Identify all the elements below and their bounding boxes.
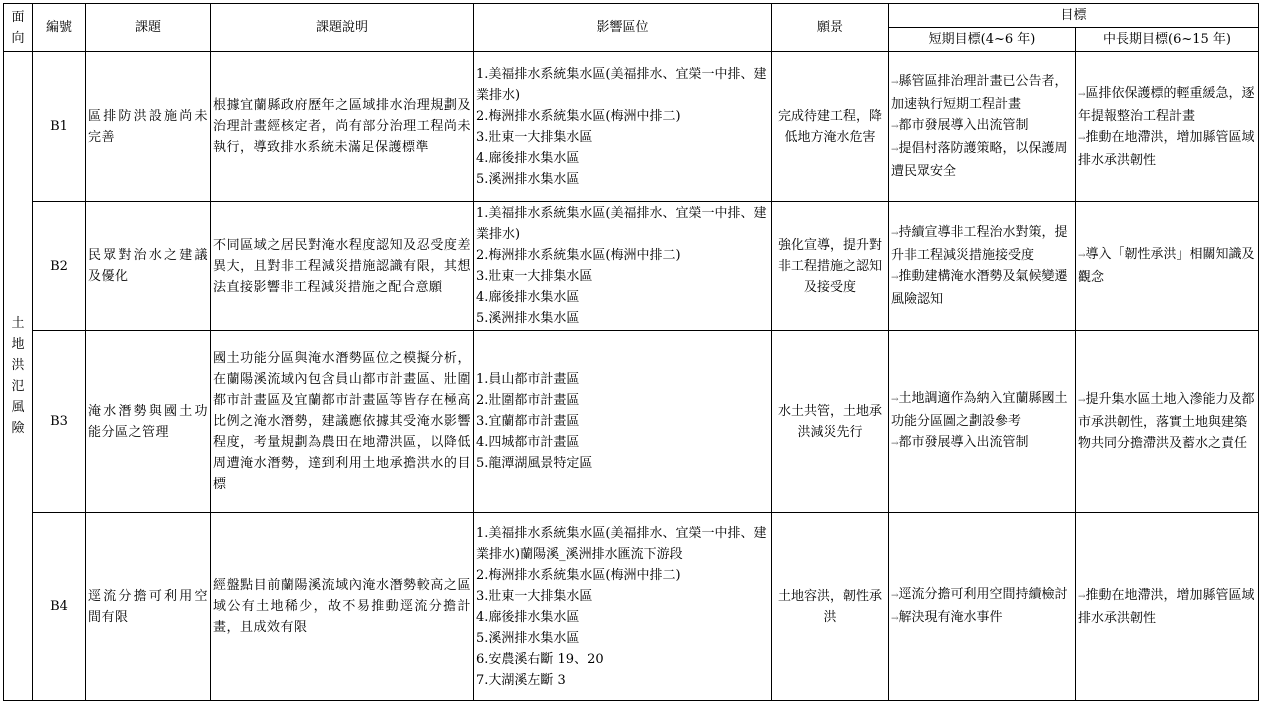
row-affected [474,513,772,701]
aspect-char: 險 [11,421,25,436]
arrow-icon: → [1078,396,1086,406]
row-code: B3 [33,331,86,513]
goal-text: 逕流分擔可利用空間持續檢討 [898,586,1068,602]
arrow-icon: → [891,395,899,405]
row-short-goals [889,202,1076,331]
affected-item: 4.廍後排水集水區 [476,290,580,305]
row-affected [474,202,772,331]
affected-item: 1.美福排水系統集水區(美福排水、宜榮一中排、建業排水) [476,206,767,242]
row-code: B2 [33,202,86,331]
table-row [4,513,1259,701]
aspect-char: 土 [11,316,25,331]
affected-item: 2.梅洲排水系統集水區(梅洲中排二) [476,248,681,263]
goal-text: 推動在地滯洪，增加縣管區域排水承洪韌性 [1078,129,1255,168]
row-code: B4 [33,513,86,701]
affected-item: 7.大湖溪左斷 3 [476,672,566,688]
arrow-icon: → [1078,591,1086,602]
goal-item [891,115,1073,138]
table-row [4,52,1259,202]
affected-item: 4.廍後排水集水區 [476,609,580,625]
affected-item: 1.美福排水系統集水區(美福排水、宜榮一中排、建業排水) [476,66,767,103]
table-row [4,331,1259,513]
row-vision: 土地容洪，韌性承洪 [772,513,889,701]
affected-item: 3.宜蘭都市計畫區 [476,414,580,429]
header-aspect-char: 面 [11,9,25,25]
goal-item [891,138,1073,182]
affected-item: 3.壯東一大排集水區 [476,588,593,604]
arrow-icon: → [1078,133,1086,144]
row-long-goals [1076,202,1259,331]
goal-item [891,266,1073,310]
header-long-term: 中長期目標(6~15 年) [1076,28,1259,52]
aspect-cell [4,52,33,701]
arrow-icon: → [891,122,899,132]
row-long-goals [1076,52,1259,202]
affected-item: 2.梅洲排水系統集水區(梅洲中排二) [476,108,681,124]
goal-text: 持續宣導非工程治水對策，提升非工程減災措施接受度 [891,225,1068,263]
goal-item [891,584,1073,607]
aspect-char: 氾 [11,379,25,394]
arrow-icon: → [891,590,899,601]
row-short-goals [889,52,1076,202]
row-description: 國土功能分區與淹水潛勢區位之模擬分析，在蘭陽溪流域內包含員山都市計畫區、壯圍都市計畫區及宜蘭都市計畫區等皆存在極高比例之淹水潛勢，建議應依據其受淹水影響程度，考量規劃為農田在地滯洪區，以降低周遭淹水潛勢，達到利用土地承擔洪水的目標 [211,331,474,513]
row-vision: 完成待建工程，降低地方淹水危害 [772,52,889,202]
affected-item: 3.壯東一大排集水區 [476,129,593,145]
header-short-term: 短期目標(4~6 年) [889,28,1076,52]
goal-text: 解決現有淹水事件 [898,609,1003,625]
goal-text: 推動建構淹水潛勢及氣候變遷風險認知 [891,269,1068,307]
goal-item [891,388,1073,432]
arrow-icon: → [1078,89,1086,100]
header-aspect-char: 向 [11,30,25,46]
arrow-icon: → [1078,251,1086,261]
table-row [4,202,1259,331]
row-description: 不同區域之居民對淹水程度認知及忍受度差異大，且對非工程減災措施認識有限，其想法直接影響非工程減災措施之配合意願 [211,202,474,331]
goal-item [891,71,1073,115]
affected-item: 5.溪洲排水集水區 [476,311,580,326]
aspect-char: 洪 [11,358,25,373]
goals-table [3,3,1259,701]
arrow-icon: → [891,78,899,88]
goal-text: 推動在地滯洪，增加縣管區域排水承洪韌性 [1078,587,1255,626]
goal-item [891,222,1073,266]
affected-item: 6.安農溪右斷 19、20 [476,651,604,667]
header-topic: 課題 [86,4,211,52]
row-topic: 區排防洪設施尚未完善 [86,52,211,202]
goal-text: 都市發展導入出流管制 [898,118,1029,133]
header-description: 課題說明 [211,4,474,52]
header-aspect [4,4,33,52]
goal-item [1078,389,1256,454]
goal-item [891,607,1073,630]
goal-item [1078,83,1256,127]
row-vision: 強化宣導，提升對非工程措施之認知及接受度 [772,202,889,331]
affected-item: 4.廍後排水集水區 [476,150,580,166]
goal-item [1078,244,1256,288]
row-topic: 逕流分擔可利用空間有限 [86,513,211,701]
goal-text: 導入「韌性承洪」相關知識及觀念 [1078,247,1255,285]
header-code: 編號 [33,4,86,52]
goal-item [1078,585,1256,629]
goal-text: 區排依保護標的輕重緩急，逐年提報整治工程計畫 [1078,85,1255,124]
arrow-icon: → [891,613,899,624]
row-long-goals [1076,331,1259,513]
affected-item: 5.溪洲排水集水區 [476,171,580,187]
affected-item: 1.美福排水系統集水區(美福排水、宜榮一中排、建業排水)蘭陽溪_溪洲排水匯流下游段 [476,525,767,562]
goal-text: 土地調適作為納入宜蘭縣國土功能分區圖之劃設參考 [891,391,1068,429]
header-vision: 願景 [772,4,889,52]
row-code: B1 [33,52,86,202]
goal-text: 提升集水區土地入滲能力及都市承洪韌性，落實土地與建築物共同分擔滯洪及蓄水之責任 [1078,392,1255,451]
arrow-icon: → [891,273,899,283]
goal-text: 提倡村落防護策略，以保護周遭民眾安全 [891,141,1068,179]
affected-item: 2.壯圍都市計畫區 [476,393,580,408]
row-topic: 淹水潛勢與國土功能分區之管理 [86,331,211,513]
aspect-char: 風 [11,400,25,415]
row-affected [474,52,772,202]
affected-item: 5.溪洲排水集水區 [476,630,580,646]
affected-item: 5.龍潭湖風景特定區 [476,456,593,471]
affected-item: 4.四城都市計畫區 [476,435,580,450]
row-topic: 民眾對治水之建議及優化 [86,202,211,331]
affected-item: 2.梅洲排水系統集水區(梅洲中排二) [476,567,681,583]
affected-item: 3.壯東一大排集水區 [476,269,593,284]
header-goals: 目標 [889,4,1259,28]
row-short-goals [889,513,1076,701]
affected-item: 1.員山都市計畫區 [476,372,580,387]
aspect-char: 地 [11,337,25,352]
row-vision: 水土共管，土地承洪減災先行 [772,331,889,513]
row-description: 經盤點目前蘭陽溪流域內淹水潛勢較高之區域公有土地稀少，故不易推動逕流分擔計畫，且成效有限 [211,513,474,701]
row-affected [474,331,772,513]
header-affected: 影響區位 [474,4,772,52]
row-description: 根據宜蘭縣政府歷年之區域排水治理規劃及治理計畫經核定者，尚有部分治理工程尚未執行，導致排水系統未滿足保護標準 [211,52,474,202]
row-short-goals [889,331,1076,513]
goal-item [1078,127,1256,171]
arrow-icon: → [891,145,899,155]
row-long-goals [1076,513,1259,701]
arrow-icon: → [891,229,899,239]
arrow-icon: → [891,439,899,449]
goal-text: 縣管區排治理計畫已公告者，加速執行短期工程計畫 [891,74,1068,112]
goal-item [891,432,1073,455]
goal-text: 都市發展導入出流管制 [898,435,1029,450]
